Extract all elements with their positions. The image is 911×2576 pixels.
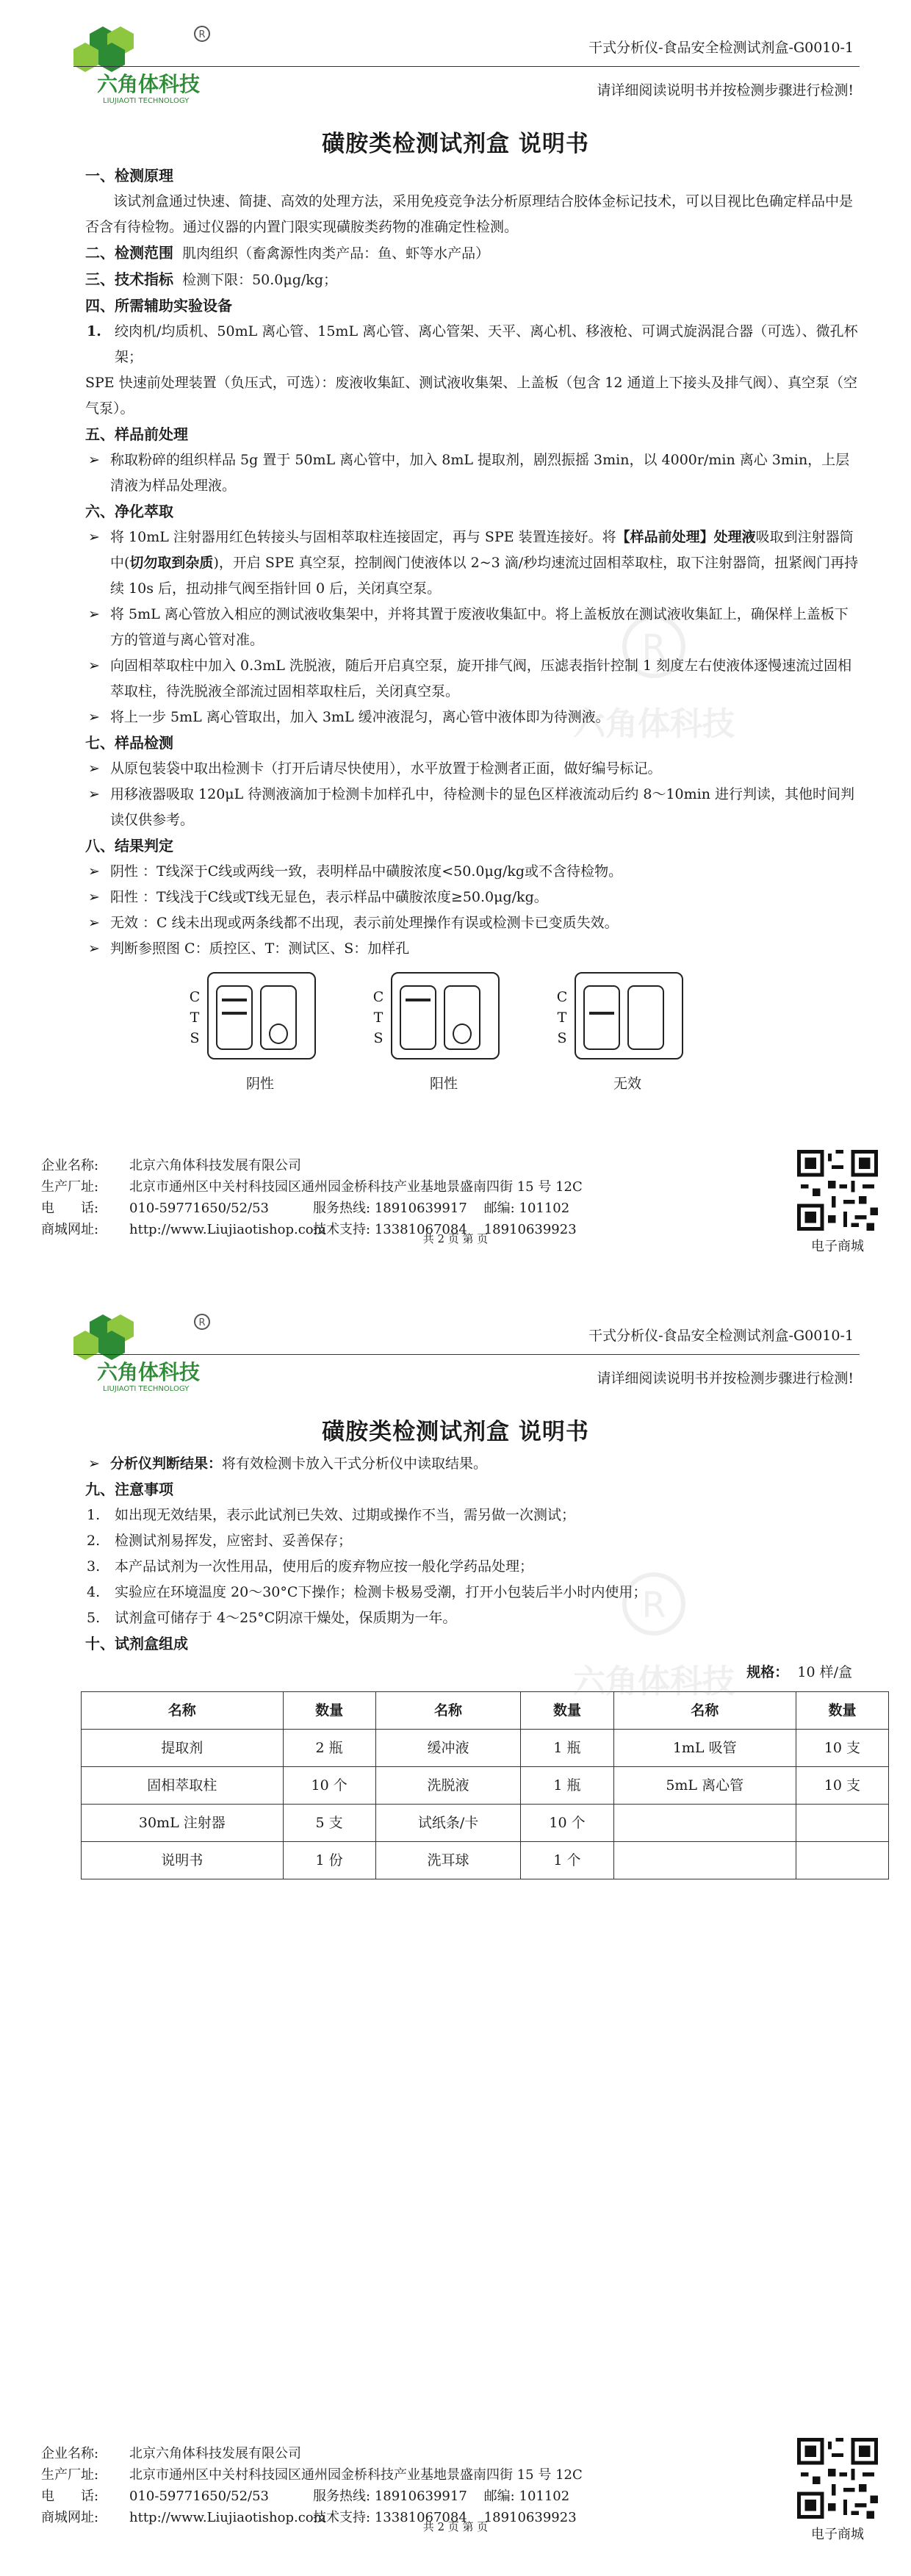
page-2-content xyxy=(85,1451,860,1879)
section-scope-label: 二、检测范围 xyxy=(85,244,173,262)
sample-well xyxy=(453,1023,472,1044)
table-row xyxy=(82,1842,889,1879)
equipment-item-number: 1. xyxy=(87,323,101,339)
watermark-logo-icon xyxy=(573,1560,735,1721)
zip-code: 101102 xyxy=(519,1201,570,1216)
note-number: 2. xyxy=(87,1533,101,1549)
company-name: 北京六角体科技发展有限公司 xyxy=(129,2446,301,2461)
arrow-bullet-icon: ➢ xyxy=(88,889,100,905)
section-principle-title: 一、检测原理 xyxy=(85,167,173,184)
table-cell: 1 瓶 xyxy=(521,1730,613,1767)
arrow-bullet-icon: ➢ xyxy=(88,452,100,468)
note-text: 实验应在环境温度 20～30°C下操作；检测卡极易受潮，打开小包装后半小时内使用； xyxy=(115,1584,647,1600)
caption-positive: 阳性 xyxy=(429,1076,458,1092)
result-window xyxy=(583,985,620,1050)
note-number: 1. xyxy=(87,1507,101,1523)
note-text: 检测试剂易挥发，应密封、妥善保存； xyxy=(115,1533,353,1549)
section-spec-label: 三、技术指标 xyxy=(85,270,173,288)
label-c: C xyxy=(372,989,384,1005)
footer xyxy=(41,1155,583,1240)
hexagon-logo-icon xyxy=(73,21,220,105)
note-number: 4. xyxy=(87,1584,101,1600)
section-principle-text: 该试剂盒通过快速、简捷、高效的处理方法，采用免疫竞争法分析原理结合胶体金标记技术，可以目视比色确定样品中是否含有待检物。通过仪器的内置门限实现磺胺类药物的准确定性检测。 xyxy=(85,193,854,235)
label-c: C xyxy=(556,989,568,1005)
result-reference: 判断参照图 C：质控区、T：测试区、S：加样孔 xyxy=(110,940,410,957)
svg-text:六角体科技: 六角体科技 xyxy=(97,72,201,96)
arrow-bullet-icon: ➢ xyxy=(88,709,100,725)
caption-negative: 阴性 xyxy=(245,1076,274,1092)
qr-caption: 电子商城 xyxy=(811,1239,864,1254)
product-code: 干式分析仪-食品安全检测试剂盒-G0010-1 xyxy=(588,40,854,56)
note-text: 本产品试剂为一次性用品，使用后的废弃物应按一般化学药品处理； xyxy=(115,1558,534,1575)
section-scope-text: 肌肉组织（畜禽源性肉类产品：鱼、虾等水产品） xyxy=(182,245,490,262)
t-line xyxy=(589,1012,614,1015)
service-hotline: 18910639917 xyxy=(374,2489,467,2504)
svg-text:六角体科技: 六角体科技 xyxy=(573,705,735,743)
phone-number: 010-59771650/52/53 xyxy=(129,2489,269,2504)
arrow-bullet-icon: ➢ xyxy=(88,863,100,879)
equipment-item-text: 绞肉机/均质机、50mL 离心管、15mL 离心管、离心管架、天平、离心机、移液枪、可调式旋涡混合器（可选）、微孔杯架； xyxy=(115,323,858,365)
service-label: 服务热线: xyxy=(313,2489,371,2504)
label-s: S xyxy=(557,1030,567,1046)
note-number: 5. xyxy=(87,1610,101,1626)
zip-label: 邮编: xyxy=(483,1201,515,1216)
list-item xyxy=(85,653,860,705)
table-header-row xyxy=(82,1692,889,1730)
note-item xyxy=(85,1503,860,1528)
svg-text:六角体科技: 六角体科技 xyxy=(573,1663,735,1700)
note-item xyxy=(85,1554,860,1580)
support-label: 技术支持: xyxy=(313,2510,371,2525)
svg-text:R: R xyxy=(641,1585,666,1626)
kit-components-table xyxy=(81,1691,889,1879)
reading-notice: 请详细阅读说明书并按检测步骤进行检测! xyxy=(597,82,854,98)
table-cell: 10 支 xyxy=(796,1767,888,1805)
company-label: 企业名称: xyxy=(41,2446,99,2461)
result-diagram xyxy=(85,966,860,1113)
list-item xyxy=(85,447,860,499)
section-spec-text: 检测下限：50.0μg/kg； xyxy=(182,272,337,288)
service-label: 服务热线: xyxy=(313,1201,371,1216)
strip-negative xyxy=(188,972,320,1097)
detection-step-2: 用移液器吸取 120μL 待测液滴加于检测卡加样孔中，待检测卡的显色区样液流动后约 8～10min 进行判读，其他时间判读仅供参考。 xyxy=(110,786,854,828)
support-phone: 13381067084 xyxy=(374,1222,467,1237)
company-label: 企业名称: xyxy=(41,1158,99,1173)
factory-label: 生产厂址: xyxy=(41,1179,99,1195)
table-cell xyxy=(613,1805,796,1842)
label-t: T xyxy=(190,1010,200,1026)
table-row xyxy=(82,1805,889,1842)
svg-text:R: R xyxy=(198,1317,206,1328)
table-header: 名称 xyxy=(613,1692,796,1730)
section-equipment-title: 四、所需辅助实验设备 xyxy=(85,297,232,314)
svg-text:六角体科技: 六角体科技 xyxy=(97,1360,201,1384)
table-cell xyxy=(796,1805,888,1842)
list-item xyxy=(85,859,860,885)
table-cell: 1 瓶 xyxy=(521,1767,613,1805)
table-cell: 洗耳球 xyxy=(375,1842,521,1879)
spec-value: 10 样/盒 xyxy=(797,1664,852,1680)
test-card xyxy=(575,972,683,1059)
qr-code-icon[interactable] xyxy=(797,1150,878,1231)
table-cell: 1 个 xyxy=(521,1842,613,1879)
table-header: 数量 xyxy=(796,1692,888,1730)
support-phone-2: 18910639923 xyxy=(483,1222,577,1237)
list-item xyxy=(85,885,860,910)
phone-number: 010-59771650/52/53 xyxy=(129,1201,269,1216)
extraction-step-2: 将 5mL 离心管放入相应的测试液收集架中，并将其置于废液收集缸中。将上盖板放在测试液收集缸上，确保样上盖板下方的管道与离心管对准。 xyxy=(110,606,849,648)
note-item xyxy=(85,1528,860,1554)
table-header: 名称 xyxy=(375,1692,521,1730)
page-1-content xyxy=(85,163,860,1113)
table-row xyxy=(82,1767,889,1805)
section-detection-title: 七、样品检测 xyxy=(85,734,173,752)
support-phone: 13381067084 xyxy=(374,2510,467,2525)
section-scope xyxy=(85,240,860,267)
table-cell: 试纸条/卡 xyxy=(375,1805,521,1842)
hexagon-logo-icon xyxy=(73,1309,220,1393)
table-header: 数量 xyxy=(283,1692,375,1730)
table-cell xyxy=(613,1842,796,1879)
reading-notice: 请详细阅读说明书并按检测步骤进行检测! xyxy=(597,1370,854,1386)
table-cell xyxy=(796,1842,888,1879)
equipment-spe-text: SPE 快速前处理装置（负压式，可选）：废液收集缸、测试液收集架、上盖板（包含 12 通道上下接头及排气阀）、真空泵（空气泵）。 xyxy=(85,375,857,417)
table-header: 名称 xyxy=(82,1692,284,1730)
table-header: 数量 xyxy=(521,1692,613,1730)
extraction-step-4: 将上一步 5mL 离心管取出，加入 3mL 缓冲液混匀，离心管中液体即为待测液。 xyxy=(110,709,610,725)
table-cell: 1mL 吸管 xyxy=(613,1730,796,1767)
service-hotline: 18910639917 xyxy=(374,1201,467,1216)
factory-address: 北京市通州区中关村科技园区通州园金桥科技产业基地景盛南四街 15 号 12C xyxy=(129,2467,583,2483)
table-cell: 提取剂 xyxy=(82,1730,284,1767)
factory-label: 生产厂址: xyxy=(41,2467,99,2483)
pretreatment-text: 称取粉碎的组织样品 5g 置于 50mL 离心管中，加入 8mL 提取剂，剧烈振摇 3min，以 4000r/min 离心 3min，上层清液为样品处理液。 xyxy=(110,452,850,494)
table-cell: 1 份 xyxy=(283,1842,375,1879)
list-item xyxy=(85,910,860,936)
table-cell: 30mL 注射器 xyxy=(82,1805,284,1842)
table-cell: 洗脱液 xyxy=(375,1767,521,1805)
phone-label: 电 话: xyxy=(41,1201,99,1216)
zip-code: 101102 xyxy=(519,2489,570,2504)
kit-spec xyxy=(85,1660,860,1685)
note-text: 试剂盒可储存于 4～25°C阴凉干燥处，保质期为一年。 xyxy=(115,1610,457,1626)
table-cell: 说明书 xyxy=(82,1842,284,1879)
table-row xyxy=(82,1730,889,1767)
section-pretreatment-title: 五、样品前处理 xyxy=(85,425,188,443)
web-link[interactable]: http://www.Liujiaotishop.com xyxy=(129,1222,326,1237)
table-cell: 10 个 xyxy=(283,1767,375,1805)
list-item xyxy=(85,525,860,602)
label-t: T xyxy=(373,1010,384,1026)
arrow-bullet-icon: ➢ xyxy=(88,786,100,802)
svg-text:R: R xyxy=(641,627,666,669)
section-kit-title: 十、试剂盒组成 xyxy=(85,1635,188,1652)
arrow-bullet-icon: ➢ xyxy=(88,1456,100,1472)
extraction-step-1-b: 【样品前处理】处理液 xyxy=(616,529,756,545)
web-link[interactable]: http://www.Liujiaotishop.com xyxy=(129,2510,326,2525)
label-s: S xyxy=(190,1030,200,1046)
result-invalid: 无效 ：C 线未出现或两条线都不出现，表示前处理操作有误或检测卡已变质失效。 xyxy=(110,915,619,931)
result-window xyxy=(216,985,253,1050)
table-cell: 缓冲液 xyxy=(375,1730,521,1767)
test-card xyxy=(207,972,316,1059)
extraction-step-1-e: )，开启 SPE 真空泵，控制阀门使液体以 2~3 滴/秒均速流过固相萃取柱，取下注射器筒，扭紧阀门再持续 10s 后，扭动排气阀至指针回 0 后，关闭真空泵。 xyxy=(110,555,859,597)
table-cell: 固相萃取柱 xyxy=(82,1767,284,1805)
phone-label: 电 话: xyxy=(41,2489,99,2504)
list-item xyxy=(85,705,860,730)
extraction-step-3: 向固相萃取柱中加入 0.3mL 洗脱液，随后开启真空泵，旋开排气阀，压滤表指针控制 1 刻度左右使液体逐慢速流过固相萃取柱，待洗脱液全部流过固相萃取柱后，关闭真空泵。 xyxy=(110,658,852,699)
document-title: 磺胺类检测试剂盒 说明书 xyxy=(322,131,589,157)
spec-label: 规格： xyxy=(746,1664,789,1680)
label-s: S xyxy=(373,1030,384,1046)
web-label: 商城网址: xyxy=(41,2510,99,2525)
equipment-item xyxy=(85,319,860,370)
support-phone-2: 18910639923 xyxy=(483,2510,577,2525)
extraction-step-1-c: 吸取到注射器筒中( xyxy=(110,529,854,571)
arrow-bullet-icon: ➢ xyxy=(88,940,100,957)
sample-window xyxy=(627,985,664,1050)
note-item xyxy=(85,1580,860,1605)
svg-text:R: R xyxy=(198,29,206,40)
product-code: 干式分析仪-食品安全检测试剂盒-G0010-1 xyxy=(588,1328,854,1344)
c-line xyxy=(222,999,247,1001)
page-number: 共 2 页 第 页 xyxy=(422,1232,489,1245)
analyzer-text: 将有效检测卡放入干式分析仪中读取结果。 xyxy=(222,1456,488,1472)
table-cell: 5 支 xyxy=(283,1805,375,1842)
list-item xyxy=(85,1451,860,1477)
page-number: 共 2 页 第 页 xyxy=(422,2520,489,2533)
label-c: C xyxy=(189,989,201,1005)
test-card xyxy=(391,972,500,1059)
svg-text:LIUJIAOTI TECHNOLOGY: LIUJIAOTI TECHNOLOGY xyxy=(103,97,190,105)
zip-label: 邮编: xyxy=(483,2489,515,2504)
note-text: 如出现无效结果，表示此试剂已失效、过期或操作不当，需另做一次测试； xyxy=(115,1507,576,1523)
strip-invalid xyxy=(555,972,688,1097)
web-label: 商城网址: xyxy=(41,1222,99,1237)
qr-caption: 电子商城 xyxy=(811,2527,864,2542)
footer xyxy=(41,2443,583,2528)
header-divider xyxy=(73,1354,860,1355)
caption-invalid: 无效 xyxy=(613,1076,641,1092)
section-spec xyxy=(85,267,860,293)
table-cell: 10 个 xyxy=(521,1805,613,1842)
arrow-bullet-icon: ➢ xyxy=(88,915,100,931)
support-label: 技术支持: xyxy=(313,1222,371,1237)
company-name: 北京六角体科技发展有限公司 xyxy=(129,1158,301,1173)
note-number: 3. xyxy=(87,1558,101,1575)
page-2 xyxy=(0,1288,911,2576)
label-t: T xyxy=(557,1010,567,1026)
document-title: 磺胺类检测试剂盒 说明书 xyxy=(322,1419,589,1445)
table-cell: 2 瓶 xyxy=(283,1730,375,1767)
c-line xyxy=(406,999,431,1001)
header-divider xyxy=(73,66,860,67)
detection-step-1: 从原包装袋中取出检测卡（打开后请尽快使用），水平放置于检测者正面，做好编号标记。 xyxy=(110,760,662,777)
arrow-bullet-icon: ➢ xyxy=(88,606,100,622)
note-item xyxy=(85,1605,860,1631)
result-window xyxy=(400,985,436,1050)
sample-window xyxy=(444,985,480,1050)
result-negative: 阴性 ：T线深于C线或两线一致，表明样品中磺胺浓度<50.0μg/kg或不含待检物。 xyxy=(110,863,623,879)
arrow-bullet-icon: ➢ xyxy=(88,529,100,545)
table-cell: 5mL 离心管 xyxy=(613,1767,796,1805)
list-item xyxy=(85,782,860,833)
arrow-bullet-icon: ➢ xyxy=(88,658,100,674)
list-item xyxy=(85,602,860,653)
arrow-bullet-icon: ➢ xyxy=(88,760,100,777)
sample-window xyxy=(260,985,297,1050)
analyzer-label: 分析仪判断结果： xyxy=(110,1456,223,1472)
list-item xyxy=(85,756,860,782)
strip-positive xyxy=(372,972,504,1097)
section-extraction-title: 六、净化萃取 xyxy=(85,503,173,520)
svg-text:LIUJIAOTI TECHNOLOGY: LIUJIAOTI TECHNOLOGY xyxy=(103,1385,190,1393)
section-result-title: 八、结果判定 xyxy=(85,837,173,855)
extraction-step-1-a: 将 10mL 注射器用红色转接头与固相萃取柱连接固定，再与 SPE 装置连接好。将 xyxy=(110,529,616,545)
list-item xyxy=(85,936,860,962)
table-cell: 10 支 xyxy=(796,1730,888,1767)
section-notes-title: 九、注意事项 xyxy=(85,1481,173,1498)
factory-address: 北京市通州区中关村科技园区通州园金桥科技产业基地景盛南四街 15 号 12C xyxy=(129,1179,583,1195)
t-line xyxy=(222,1012,247,1015)
sample-well xyxy=(269,1023,288,1044)
qr-code-icon[interactable] xyxy=(797,2438,878,2519)
result-positive: 阳性 ：T线浅于C线或T线无显色，表示样品中磺胺浓度≥50.0μg/kg。 xyxy=(110,889,548,905)
extraction-step-1-d: 切勿取到杂质 xyxy=(129,555,214,571)
